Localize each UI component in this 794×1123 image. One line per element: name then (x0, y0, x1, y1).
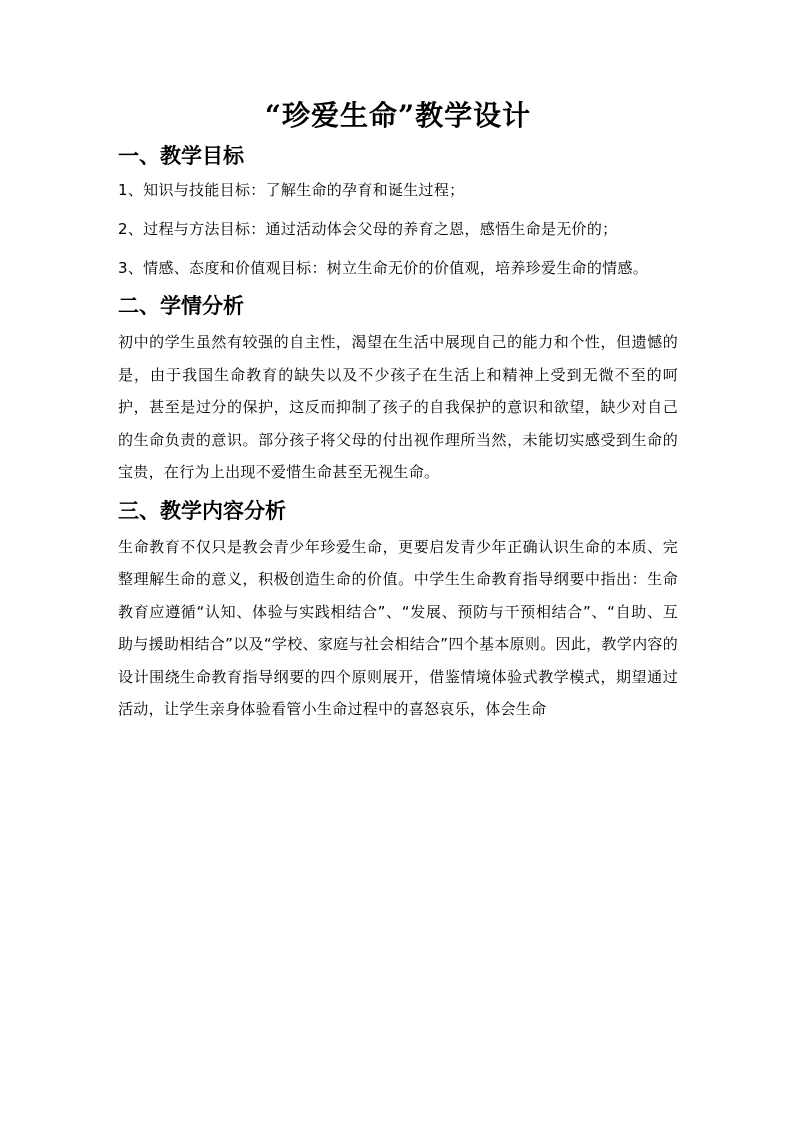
section-heading: 三、教学内容分析 (118, 497, 286, 523)
document-title: “珍爱生命”教学设计 (264, 99, 532, 132)
section-teaching-objectives (118, 140, 678, 284)
content-analysis-paragraph: 生命教育不仅只是教会青少年珍爱生命，更要启发青少年正确认识生命的本质、完整理解生命的意义，积极创造生命的价值。中学生生命教育指导纲要中指出：生命教育应遵循“认知、体验与实践相结合”、“发展、预防与干预相结合”、“自助、互助与援助相结合”以及“学校、家庭与社会相结合”四个基本原则。因此，教学内容的设计围绕生命教育指导纲要的四个原则展开，借鉴情境体验式教学模式，期望通过活动，让学生亲身体验看管小生命过程中的喜怒哀乐，体会生命 (118, 537, 678, 718)
document-page (118, 96, 678, 726)
objective-process: 2、过程与方法目标：通过活动体会父母的养育之恩，感悟生命是无价的； (118, 220, 618, 238)
section-heading: 一、教学目标 (118, 143, 244, 168)
objective-knowledge: 1、知识与技能目标：了解生命的孕育和诞生过程； (118, 181, 465, 199)
student-analysis-paragraph: 初中的学生虽然有较强的自主性，渴望在生活中展现自己的能力和个性，但遗憾的是，由于我国生命教育的缺失以及不少孩子在生活上和精神上受到无微不至的呵护，甚至是过分的保护，这反而抑制了孩子的自我保护的意识和欲望，缺少对自己的生命负责的意识。部分孩子将父母的付出视作理所当然，未能切实感受到生命的宝贵，在行为上出现不爱惜生命甚至无视生命。 (118, 333, 678, 481)
objective-emotion: 3、情感、态度和价值观目标：树立生命无价的价值观，培养珍爱生命的情感。 (118, 259, 649, 277)
section-content-analysis (118, 495, 678, 726)
section-student-analysis (118, 290, 678, 489)
section-heading: 二、学情分析 (118, 293, 244, 318)
